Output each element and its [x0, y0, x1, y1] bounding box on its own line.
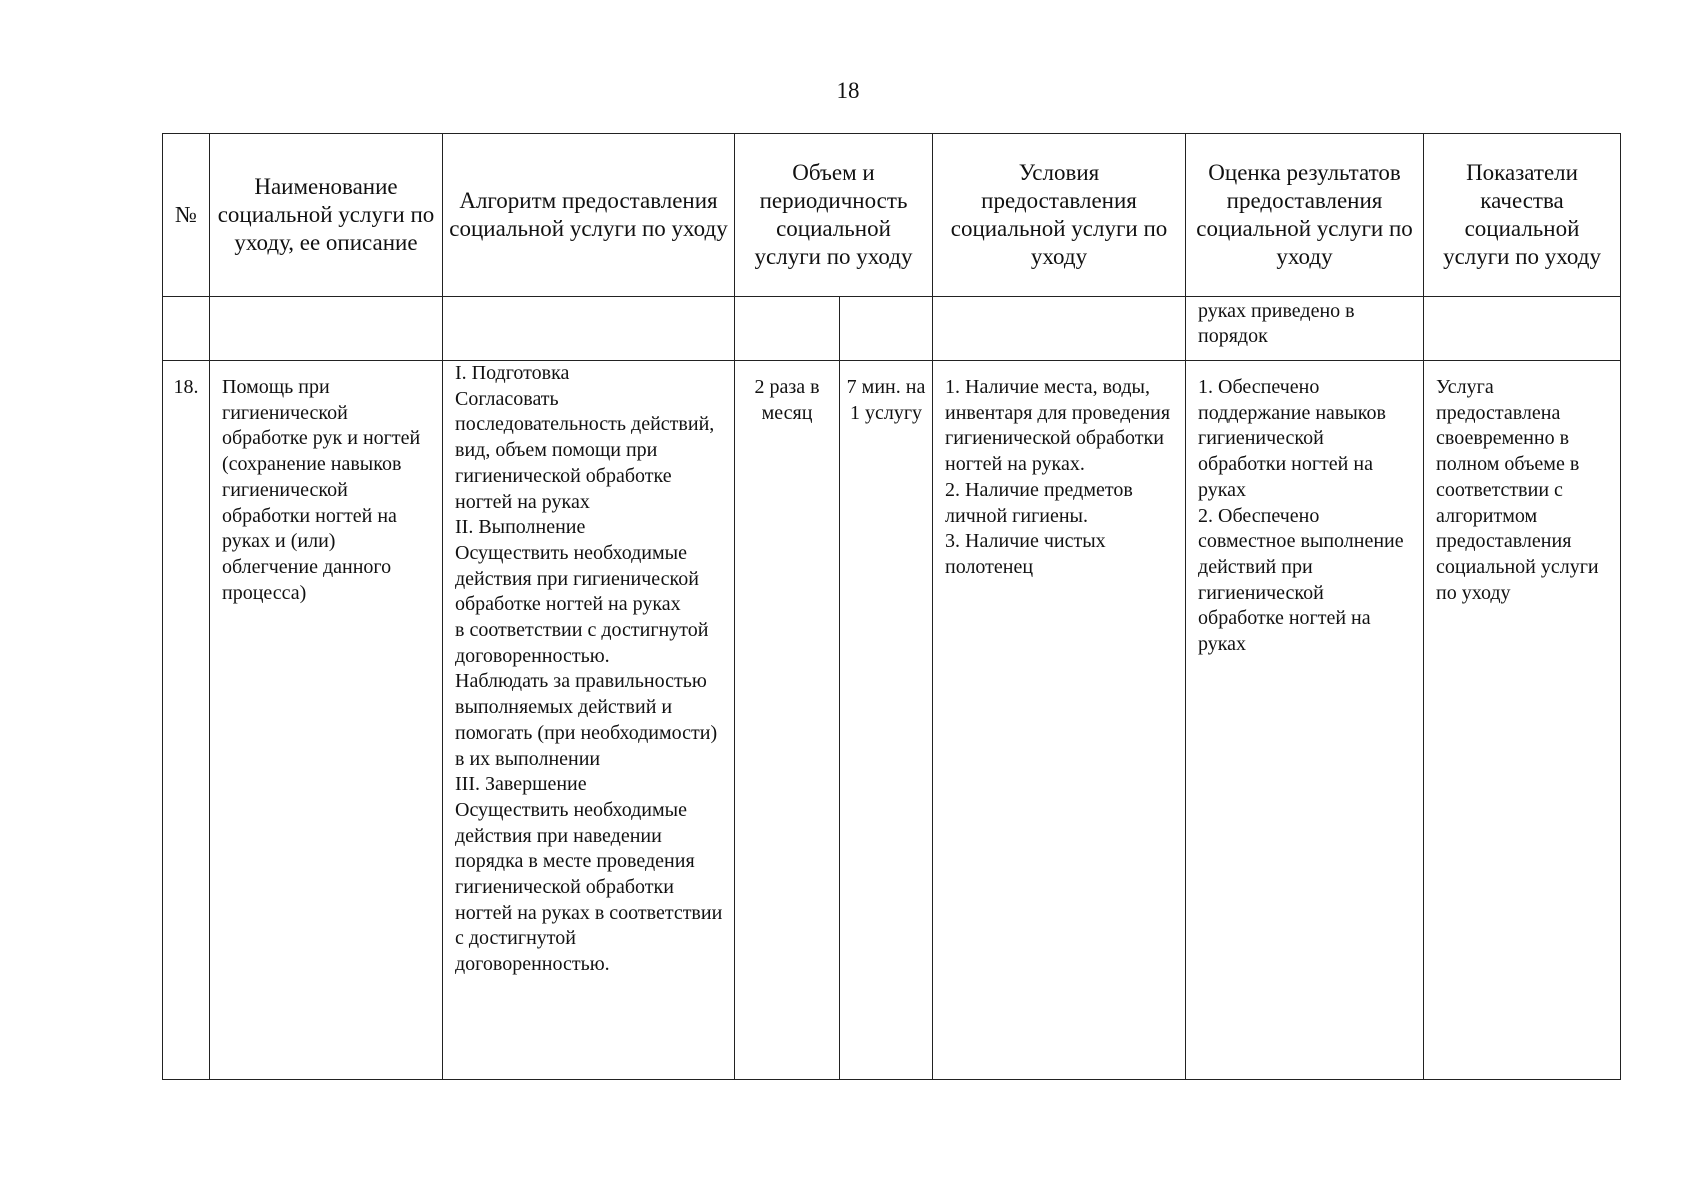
service-conditions: 1. Наличие места, воды, инвентаря для проведения гигиенической обработки ногтей на руках. 2. Наличие предметов личной гигиены. 3. Наличие чистых полотенец — [933, 361, 1186, 1080]
header-row — [163, 134, 1621, 297]
service-duration: 7 мин. на 1 услугу — [840, 361, 933, 1080]
cont-volume-cell — [735, 297, 840, 361]
service-quality: Услуга предоставлена своевременно в полном объеме в соответствии с алгоритмом предоставления социальной услуги по уходу — [1424, 361, 1621, 1080]
cont-name-cell — [210, 297, 443, 361]
cont-conditions-cell — [933, 297, 1186, 361]
services-table — [162, 133, 1621, 1080]
cont-num-cell — [163, 297, 210, 361]
header-volume: Объем и периодичность социальной услуги по уходу — [735, 134, 933, 297]
header-quality: Показатели качества социальной услуги по уходу — [1424, 134, 1621, 297]
page-number: 18 — [836, 78, 860, 103]
continuation-row — [163, 297, 1621, 361]
cont-quality-cell — [1424, 297, 1621, 361]
table-row — [163, 361, 1621, 1080]
service-name: Помощь при гигиенической обработке рук и ногтей (сохранение навыков гигиенической обработки ногтей на руках и (или) облегчение данного процесса) — [210, 361, 443, 1080]
service-algorithm: I. Подготовка Согласовать последовательность действий, вид, объем помощи при гигиенической обработке ногтей на руках II. Выполнение Осуществить необходимые действия при гигиенической обработке ногтей на руках в соответствии с достигнутой договоренностью. Наблюдать за правильностью выполняемых действий и помогать (при необходимости) в их выполнении III. Завершение Осуществить необходимые действия при наведении порядка в месте проведения гигиенической обработки ногтей на руках в соответствии с достигнутой договоренностью. — [443, 361, 735, 1080]
header-name: Наименование социальной услуги по уходу, ее описание — [210, 134, 443, 297]
cont-time-cell — [840, 297, 933, 361]
row-num: 18. — [163, 361, 210, 1080]
header-num: № — [163, 134, 210, 297]
cont-evaluation-cell: руках приведено в порядок — [1186, 297, 1424, 361]
cont-algorithm-cell — [443, 297, 735, 361]
service-evaluation: 1. Обеспечено поддержание навыков гигиенической обработки ногтей на руках 2. Обеспечено совместное выполнение действий при гигиенической обработке ногтей на руках — [1186, 361, 1424, 1080]
header-algorithm: Алгоритм предоставления социальной услуги по уходу — [443, 134, 735, 297]
header-conditions: Условия предоставления социальной услуги по уходу — [933, 134, 1186, 297]
service-frequency: 2 раза в месяц — [735, 361, 840, 1080]
header-evaluation: Оценка результатов предоставления социальной услуги по уходу — [1186, 134, 1424, 297]
